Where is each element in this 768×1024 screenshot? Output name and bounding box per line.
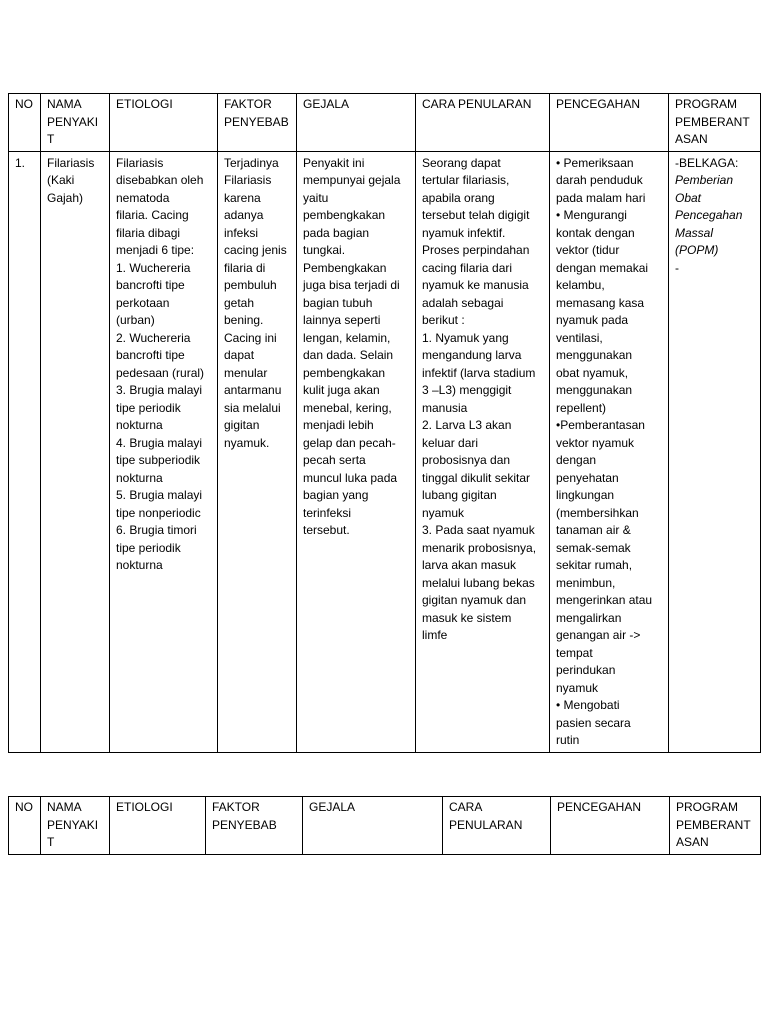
header-program: PROGRAM PEMBERANT ASAN	[670, 797, 761, 855]
header-nama-penyakit: NAMA PENYAKIT	[41, 797, 110, 855]
cell-no: 1.	[9, 151, 41, 752]
header-faktor-penyebab: FAKTOR PENYEBAB	[206, 797, 303, 855]
cell-etiologi: Filariasis disebabkan oleh nematoda filaria. Cacing filaria dibagi menjadi 6 tipe: 1. Wuchereria bancrofti tipe perkotaan (urban) 2. Wuchereria bancrofti tipe pedesaan (rural) 3. Brugia malayi tipe periodik nokturna 4. Brugia malayi tipe subperiodik nokturna 5. Brugia malayi tipe nonperiodic 6. Brugia timori tipe periodik nokturna	[110, 151, 218, 752]
program-dash: -	[675, 260, 679, 275]
table-header-row	[9, 94, 761, 152]
header-pencegahan: PENCEGAHAN	[551, 797, 670, 855]
header-etiologi: ETIOLOGI	[110, 797, 206, 855]
disease-table-2	[8, 796, 761, 855]
cell-gejala: Penyakit ini mempunyai gejala yaitu pembengkakan pada bagian tungkai. Pembengkakan juga bisa terjadi di bagian tubuh lainnya seperti lengan, kelamin, dan dada. Selain pembengkakan kulit juga akan menebal, kering, menjadi lebih gelap dan pecah- pecah serta muncul luka pada bagian yang terinfeksi tersebut.	[297, 151, 416, 752]
header-program: PROGRAM PEMBERANT ASAN	[669, 94, 761, 152]
header-etiologi: ETIOLOGI	[110, 94, 218, 152]
header-no: NO	[9, 94, 41, 152]
header-nama-penyakit: NAMA PENYAKIT	[41, 94, 110, 152]
header-gejala: GEJALA	[303, 797, 443, 855]
header-cara-penularan: CARA PENULARAN	[443, 797, 551, 855]
cell-program	[669, 151, 761, 752]
table-header-row	[9, 797, 761, 855]
header-faktor-penyebab: FAKTOR PENYEBAB	[218, 94, 297, 152]
table-row	[9, 151, 761, 752]
header-pencegahan: PENCEGAHAN	[550, 94, 669, 152]
header-no: NO	[9, 797, 41, 855]
program-label: -BELKAGA:	[675, 155, 739, 170]
header-gejala: GEJALA	[297, 94, 416, 152]
header-cara-penularan: CARA PENULARAN	[416, 94, 550, 152]
program-popm: Pemberian Obat Pencegahan Massal (POPM)	[675, 173, 743, 257]
cell-pencegahan: • Pemeriksaan darah penduduk pada malam hari • Mengurangi kontak dengan vektor (tidur dengan memakai kelambu, memasang kasa nyamuk pada ventilasi, menggunakan obat nyamuk, menggunakan repellent) •Pemberantasan vektor nyamuk dengan penyehatan lingkungan (membersihkan tanaman air & semak-semak sekitar rumah, menimbun, mengerinkan atau mengalirkan genangan air -> tempat perindukan nyamuk • Mengobati pasien secara rutin	[550, 151, 669, 752]
cell-cara-penularan: Seorang dapat tertular filariasis, apabila orang tersebut telah digigit nyamuk infektif. Proses perpindahan cacing filaria dari nyamuk ke manusia adalah sebagai berikut : 1. Nyamuk yang mengandung larva infektif (larva stadium 3 –L3) menggigit manusia 2. Larva L3 akan keluar dari probosisnya dan tinggal dikulit sekitar lubang gigitan nyamuk 3. Pada saat nyamuk menarik probosisnya, larva akan masuk melalui lubang bekas gigitan nyamuk dan masuk ke sistem limfe	[416, 151, 550, 752]
cell-nama-penyakit: Filariasis (Kaki Gajah)	[41, 151, 110, 752]
disease-table-1	[8, 93, 761, 753]
cell-faktor-penyebab: Terjadinya Filariasis karena adanya infeksi cacing jenis filaria di pembuluh getah bening. Cacing ini dapat menular antarmanu sia melalui gigitan nyamuk.	[218, 151, 297, 752]
